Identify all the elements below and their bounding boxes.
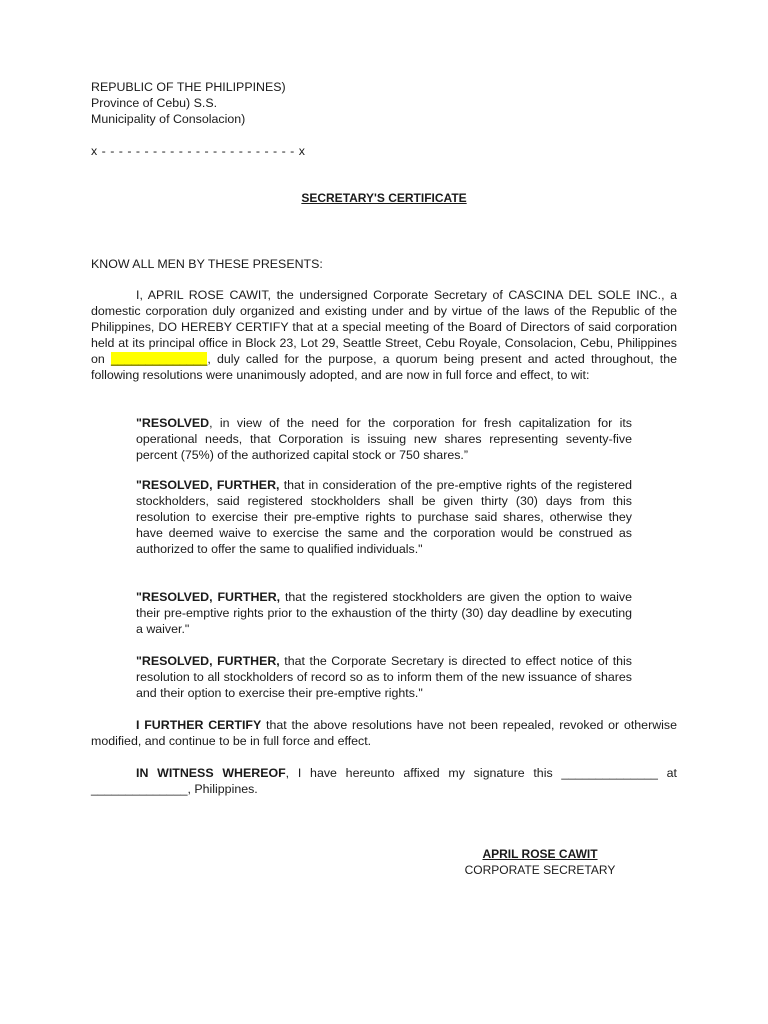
further-certify-text: that the above resolutions have not been repealed, revoked or otherwise modified, and continue to be in full force and effect. [91,718,677,748]
venue-line-republic: REPUBLIC OF THE PHILIPPINES) [91,80,286,94]
witness-text-before: , I have hereunto affixed my signature this [285,766,553,780]
signatory-title: CORPORATE SECRETARY [464,863,616,877]
resolution-3-lead: "RESOLVED, FURTHER, [136,590,281,604]
witness-paragraph [91,765,677,797]
resolution-2 [136,477,632,557]
venue-line-municipality: Municipality of Consolacion) [91,112,246,126]
witness-date-blank: ______________ [561,766,658,780]
signatory-name: APRIL ROSE CAWIT [482,847,598,861]
resolution-1 [136,415,632,463]
resolution-3 [136,589,632,637]
resolution-4 [136,653,632,701]
resolution-3-text: that the registered stockholders are given the option to waive their pre-emptive rights prior to the exhaustion of the thirty (30) day deadline by executing a waiver." [136,590,633,636]
venue-block [91,79,677,127]
resolution-2-lead: "RESOLVED, FURTHER, [136,478,280,492]
resolution-4-lead: "RESOLVED, FURTHER, [136,654,280,668]
further-certify-lead: I FURTHER CERTIFY [136,718,262,732]
intro-paragraph [91,287,677,383]
signature-block [440,846,640,878]
document-title: SECRETARY'S CERTIFICATE [301,191,467,205]
intro-text-after: , duly called for the purpose, a quorum being present and acted throughout, the following resolutions were unanimously adopted, and are now in full force and effect, to wit: [91,352,677,382]
further-certify-paragraph [91,717,677,749]
meeting-date-blank: ______________ [110,352,208,366]
witness-lead: IN WITNESS WHEREOF [136,766,286,780]
venue-line-province: Province of Cebu) S.S. [91,96,218,110]
resolution-1-text: , in view of the need for the corporation for fresh capitalization for its operational needs, that Corporation is issuing new shares representing seventy-five percent (75%) of the authorized capital stock or 750 shares.” [136,416,632,462]
witness-place-blank: ______________ [91,782,188,796]
separator-line: x - - - - - - - - - - - - - - - - - - - - - - - x [91,144,306,158]
resolution-2-text: that in consideration of the pre-emptive rights of the registered stockholders, said registered stockholders shall be given thirty (30) days from this resolution to exercise their pre-emptive rights to purchase said shares, otherwise they have deemed waive to exercise the same and the corporation would be construed as authorized to offer the same to qualified individuals." [136,478,633,556]
know-all-men-heading: KNOW ALL MEN BY THESE PRESENTS: [91,257,323,271]
intro-text-before: I, APRIL ROSE CAWIT, the undersigned Corporate Secretary of CASCINA DEL SOLE INC., a domestic corporation duly organized and existing under and by virtue of the laws of the Republic of the Philippines, DO HEREBY CERTIFY that at a special meeting of the Board of Directors of said corporation held at its principal office in Block 23, Lot 29, Seattle Street, Cebu Royale, Consolacion, Cebu, Philippines on [91,288,677,366]
witness-text-mid: at [666,766,677,780]
resolution-4-text: that the Corporate Secretary is directed to effect notice of this resolution to all stockholders of record so as to inform them of the new issuance of shares and their option to exercise their pre-emptive rights." [136,654,632,700]
witness-text-after: , Philippines. [187,782,258,796]
resolution-1-lead: "RESOLVED [136,416,210,430]
